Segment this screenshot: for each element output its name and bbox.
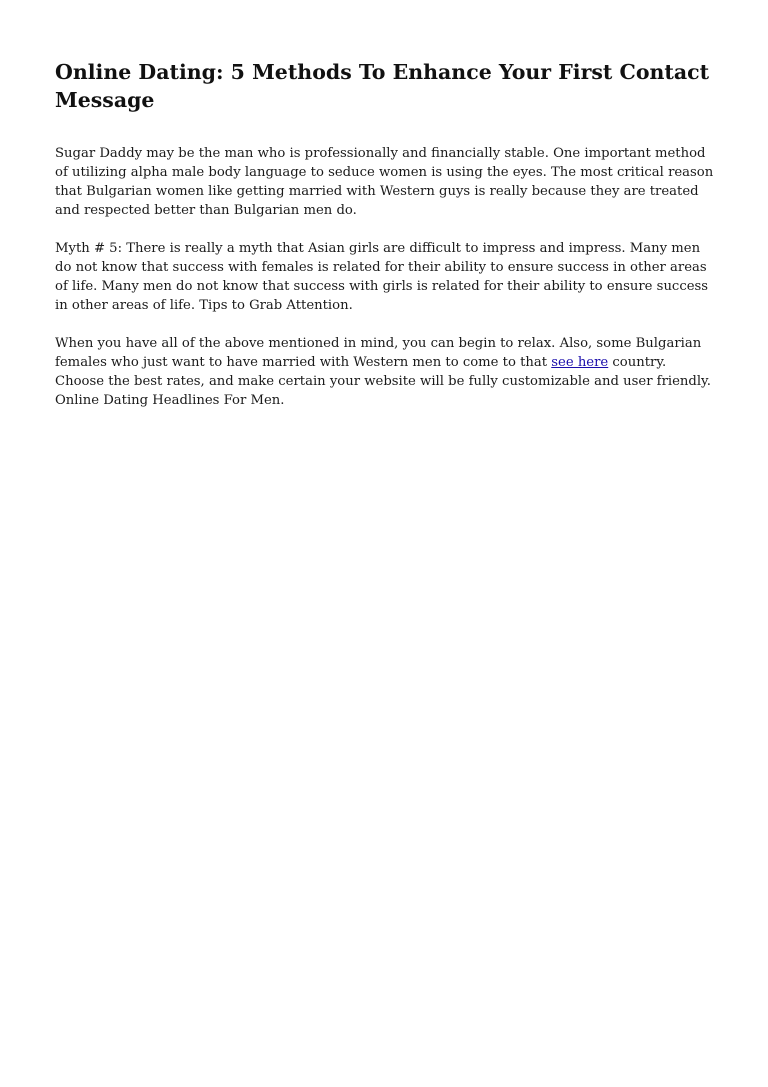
see-here-link[interactable]: see here <box>551 355 609 370</box>
paragraph-2: Myth # 5: There is really a myth that Asian girls are difficult to impress and impress. Many men do not know that success with females is related for their ability to ensure success in other areas of life. Many men do not know that success with girls is related for their ability to ensure success in other areas of life. Tips to Grab Attention. <box>55 241 709 313</box>
paragraph-3-text-before-link: When you have all of the above mentioned in mind, you can begin to relax. Also, some Bulgarian females who just want to have married with Western men to come to that <box>55 336 702 370</box>
paragraph-3 <box>55 334 715 410</box>
paragraph-1: Sugar Daddy may be the man who is professionally and financially stable. One important method of utilizing alpha male body language to seduce women is using the eyes. The most critical reason that Bulgarian women like getting married with Western guys is really because they are treated and respected better than Bulgarian men do. <box>55 146 714 218</box>
document-page <box>55 58 715 429</box>
paragraph-3-text-after-link: country. Choose the best rates, and make certain your website will be fully customizable and user friendly. Online Dating Headlines For Men. <box>55 355 711 408</box>
document-title: Online Dating: 5 Methods To Enhance Your First Contact Message <box>55 60 710 112</box>
